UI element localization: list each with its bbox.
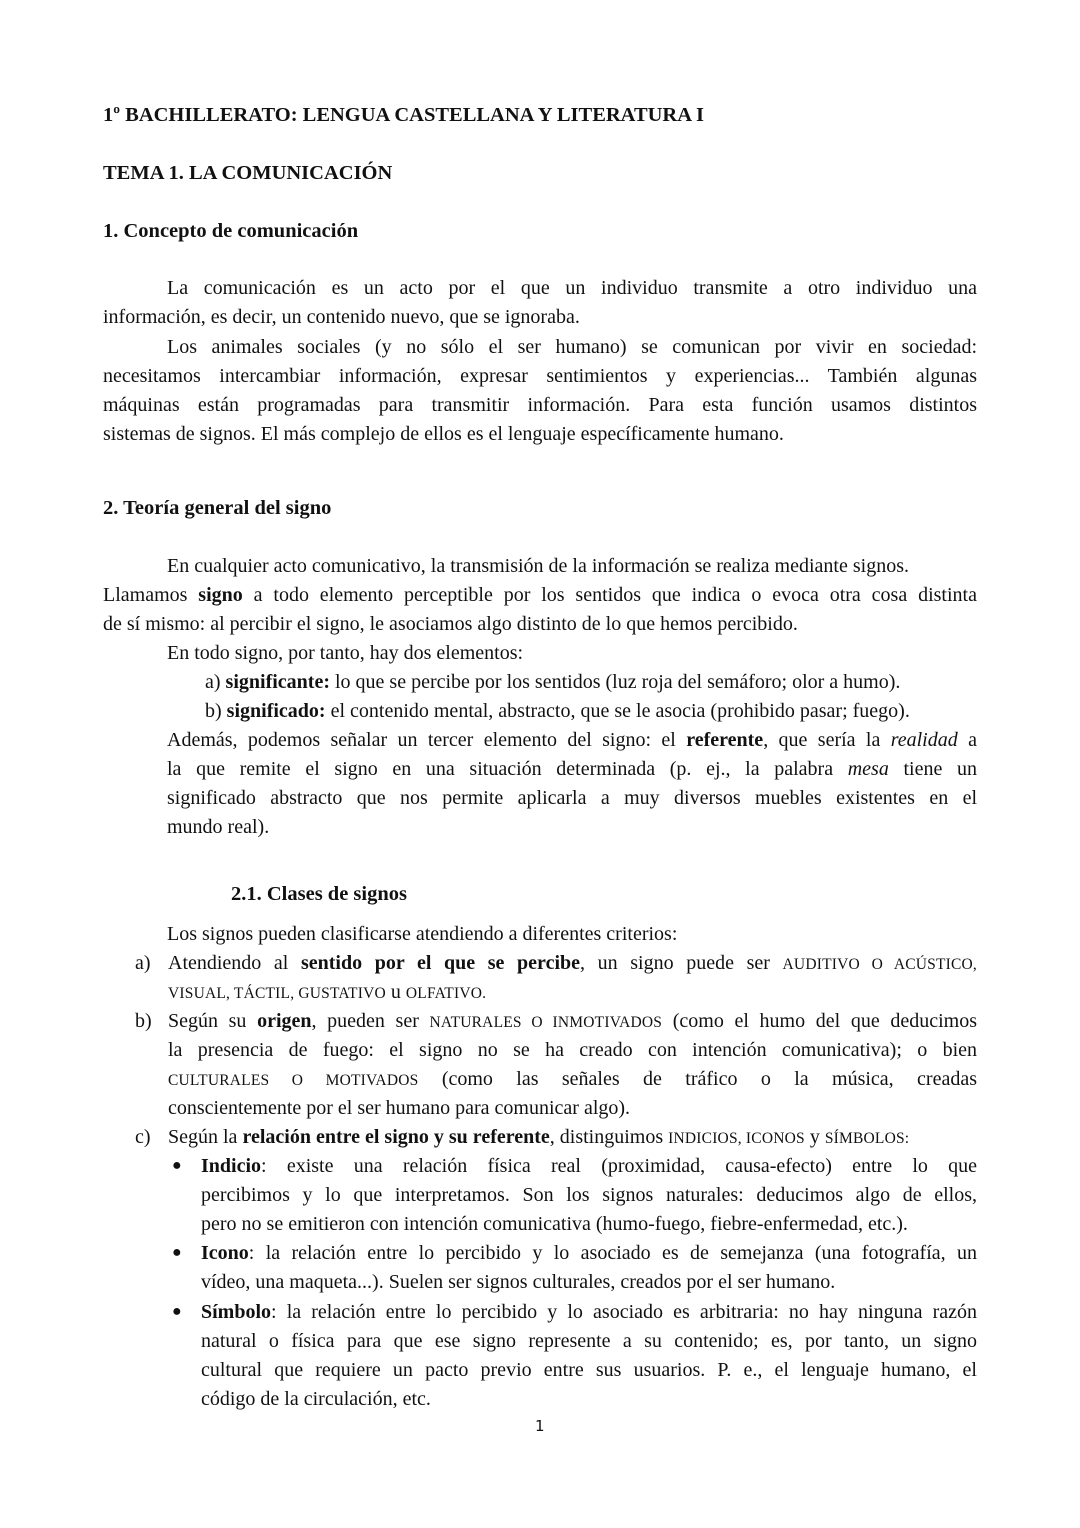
- text-span: (como las señales de tráfico o la música, creadas: [418, 1068, 977, 1090]
- text-line: significado abstracto que nos permite aplicarla a muy diversos muebles existentes en el: [167, 787, 977, 809]
- small-caps-text: AUDITIVO O ACÚSTICO,: [782, 956, 977, 973]
- term-referente: referente: [686, 729, 764, 751]
- text-line: [168, 980, 486, 1006]
- text-line: la presencia de fuego: el signo no se ha creado con intención comunicativa); o bien: [168, 1039, 977, 1061]
- course-title: 1º BACHILLERATO: LENGUA CASTELLANA Y LITERATURA I: [103, 104, 705, 126]
- term-origen: origen: [257, 1010, 312, 1032]
- text-span: Llamamos: [103, 584, 199, 606]
- section-2-paragraph-2: En todo signo, por tanto, hay dos elementos:: [167, 642, 524, 664]
- text-span: el contenido mental, abstracto, que se le asocia (prohibido pasar; fuego).: [325, 700, 910, 722]
- bullet-icon: ●: [172, 1303, 182, 1320]
- text-line: [168, 1125, 909, 1151]
- text-line: percibimos y lo que interpretamos. Son los signos naturales: deducimos algo de ellos,: [201, 1184, 977, 1206]
- italic-realidad: realidad: [890, 729, 958, 751]
- text-line: [201, 1300, 977, 1324]
- text-line: [167, 728, 977, 752]
- text-span: , distinguimos: [549, 1126, 669, 1148]
- text-span: Además, podemos señalar un tercer elemento del signo: el: [167, 729, 687, 751]
- unit-title: TEMA 1. LA COMUNICACIÓN: [103, 162, 393, 184]
- section-2-1-intro: Los signos pueden clasificarse atendiendo a diferentes criterios:: [167, 923, 678, 945]
- list-marker: b): [135, 1010, 152, 1032]
- text-line: natural o física para que ese signo represente a su contenido; es, por tanto, un signo: [201, 1330, 977, 1352]
- italic-mesa: mesa: [847, 758, 889, 780]
- text-span: : la relación entre lo percibido y lo asociado es de semejanza (una fotografía, un: [248, 1242, 977, 1264]
- text-span: tiene un: [888, 758, 978, 780]
- term-sentido: sentido por el que se percibe: [300, 952, 581, 974]
- term-icono: Icono: [201, 1242, 249, 1264]
- small-caps-text: NATURALES O INMOTIVADOS: [429, 1014, 663, 1031]
- text-span: y: [804, 1126, 825, 1148]
- text-line: [168, 1009, 977, 1035]
- small-caps-text: INDICIOS, ICONOS: [668, 1130, 805, 1147]
- list-item-significante: [205, 670, 900, 694]
- term-indicio: Indicio: [201, 1155, 262, 1177]
- text-line: [167, 757, 977, 781]
- text-span: , un signo puede ser: [580, 952, 783, 974]
- text-span: (como el humo del que deducimos: [662, 1010, 977, 1032]
- small-caps-text: VISUAL, TÁCTIL, GUSTATIVO: [168, 985, 386, 1002]
- text-line: La comunicación es un acto por el que un individuo transmite a otro individuo una: [167, 277, 977, 299]
- section-2-heading: 2. Teoría general del signo: [103, 497, 332, 519]
- term-significado: significado:: [226, 700, 326, 722]
- text-span: : la relación entre lo percibido y lo asociado es arbitraria: no hay ninguna razón: [271, 1301, 977, 1323]
- text-span: a todo elemento perceptible por los sentidos que indica o evoca otra cosa distinta: [242, 584, 977, 606]
- bullet-icon: ●: [172, 1157, 182, 1174]
- page-number: 1: [535, 1417, 545, 1435]
- text-span: , que sería la: [763, 729, 891, 751]
- text-line: sistemas de signos. El más complejo de ellos es el lenguaje específicamente humano.: [103, 423, 784, 445]
- text-line: código de la circulación, etc.: [201, 1388, 431, 1410]
- small-caps-text: SÍMBOLOS:: [824, 1130, 910, 1147]
- text-line: En cualquier acto comunicativo, la transmisión de la información se realiza mediante signos.: [167, 555, 909, 577]
- text-line: [168, 1067, 977, 1093]
- small-caps-text: OLFATIVO.: [405, 985, 487, 1002]
- text-span: Atendiendo al: [168, 952, 301, 974]
- list-marker: a): [205, 671, 226, 693]
- text-span: a: [957, 729, 977, 751]
- text-span: lo que se percibe por los sentidos (luz roja del semáforo; olor a humo).: [329, 671, 901, 693]
- section-2-1-heading: 2.1. Clases de signos: [231, 883, 407, 905]
- text-span: Según la: [168, 1126, 243, 1148]
- section-1-heading: 1. Concepto de comunicación: [103, 220, 359, 242]
- text-line: vídeo, una maqueta...). Suelen ser signos culturales, creados por el ser humano.: [201, 1271, 836, 1293]
- list-item-significado: [205, 699, 910, 723]
- term-significante: significante:: [225, 671, 330, 693]
- text-span: , pueden ser: [311, 1010, 430, 1032]
- term-signo: signo: [198, 584, 243, 606]
- text-span: Según su: [168, 1010, 258, 1032]
- text-span: u: [385, 981, 406, 1003]
- text-line: cultural que requiere un pacto previo entre sus usuarios. P. e., el lenguaje humano, el: [201, 1359, 977, 1381]
- term-simbolo: Símbolo: [201, 1301, 272, 1323]
- text-line: Los animales sociales (y no sólo el ser humano) se comunican por vivir en sociedad:: [167, 336, 977, 358]
- text-line: necesitamos intercambiar información, expresar sentimientos y experiencias... También algunas: [103, 365, 977, 387]
- text-line: de sí mismo: al percibir el signo, le asociamos algo distinto de lo que hemos percibido.: [103, 613, 798, 635]
- text-line: [103, 583, 977, 607]
- text-line: mundo real).: [167, 816, 270, 838]
- text-line: máquinas están programadas para transmitir información. Para esta función usamos distintos: [103, 394, 977, 416]
- list-marker: a): [135, 952, 151, 974]
- list-marker: c): [135, 1126, 151, 1148]
- text-line: conscientemente por el ser humano para comunicar algo).: [168, 1097, 631, 1119]
- text-line: [201, 1241, 977, 1265]
- list-marker: b): [205, 700, 227, 722]
- text-line: [201, 1154, 977, 1178]
- bullet-icon: ●: [172, 1244, 182, 1261]
- text-line: pero no se emitieron con intención comunicativa (humo-fuego, fiebre-enfermedad, etc.).: [201, 1213, 908, 1235]
- term-relacion: relación entre el signo y su referente: [242, 1126, 550, 1148]
- text-line: [168, 951, 977, 977]
- text-span: : existe una relación física real (proximidad, causa-efecto) entre lo que: [261, 1155, 977, 1177]
- text-span: la que remite el signo en una situación determinada (p. ej., la palabra: [167, 758, 848, 780]
- small-caps-text: CULTURALES O MOTIVADOS: [168, 1072, 419, 1089]
- text-line: información, es decir, un contenido nuevo, que se ignoraba.: [103, 306, 580, 328]
